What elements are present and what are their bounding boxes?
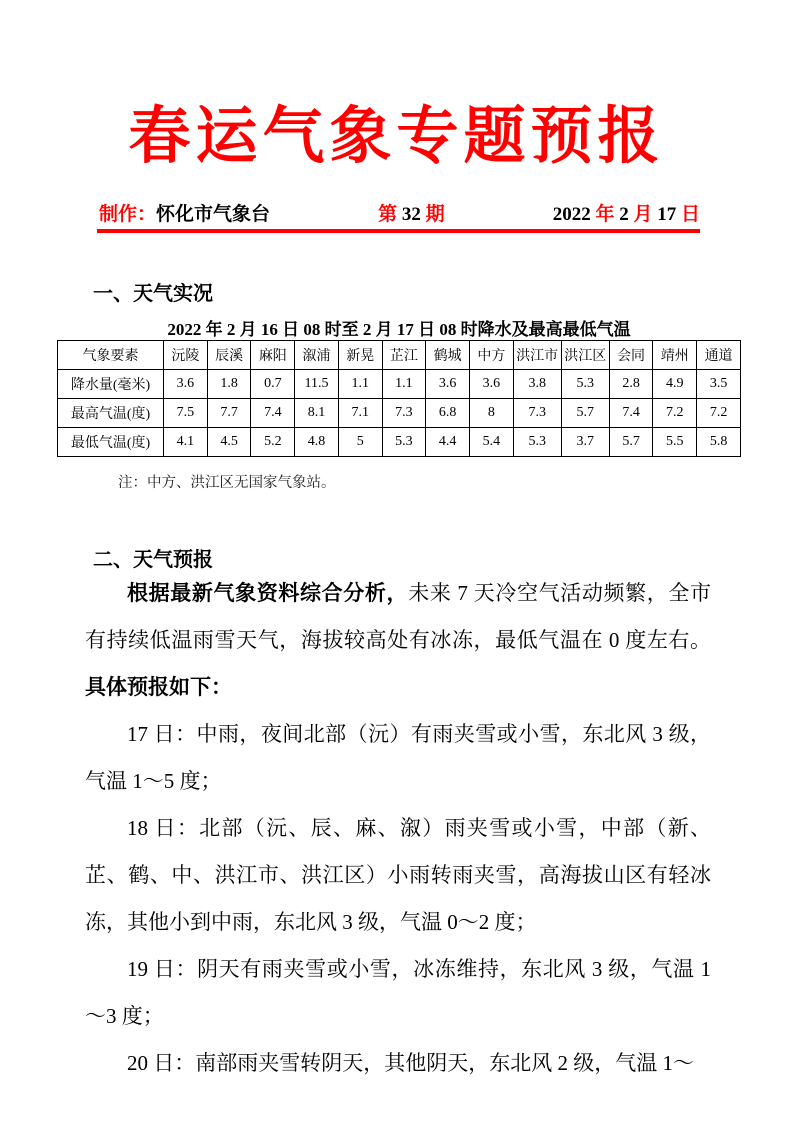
section-heading-forecast: 二、天气预报	[93, 549, 213, 571]
table-cell: 7.7	[207, 399, 251, 428]
table-cell: 1.1	[338, 370, 382, 399]
forecast-day-17: 17 日：中雨，夜间北部（沅）有雨夹雪或小雪，东北风 3 级，气温 1～5 度；	[85, 722, 711, 793]
table-cell: 3.7	[561, 428, 609, 457]
table-cell: 4.8	[295, 428, 339, 457]
table-cell: 4.9	[653, 370, 697, 399]
forecast-intro-tail: 具体预报如下：	[85, 675, 232, 699]
date-month-unit: 月	[633, 204, 653, 225]
table-cell: 8	[469, 399, 513, 428]
forecast-day-18: 18 日：北部（沅、辰、麻、溆）雨夹雪或小雪，中部（新、芷、鹤、中、洪江市、洪江区）小雨转雨夹雪，高海拔山区有轻冰冻，其他小到中雨，东北风 3 级，气温 0～2 度；	[85, 816, 711, 934]
date-month: 2	[619, 204, 629, 225]
table-cell: 4.5	[207, 428, 251, 457]
table-header-cell: 鹤城	[426, 341, 470, 370]
table-cell: 3.6	[426, 370, 470, 399]
row-label: 最低气温(度)	[58, 428, 164, 457]
table-cell: 3.5	[697, 370, 741, 399]
table-header-cell: 靖州	[653, 341, 697, 370]
table-cell: 5.4	[469, 428, 513, 457]
table-cell: 3.6	[469, 370, 513, 399]
table-cell: 1.1	[382, 370, 426, 399]
table-cell: 7.4	[251, 399, 295, 428]
table-header-cell: 通道	[697, 341, 741, 370]
weather-observation-table	[57, 340, 741, 457]
table-cell: 5.3	[561, 370, 609, 399]
issue-date	[553, 199, 700, 226]
table-cell: 3.8	[513, 370, 561, 399]
table-cell: 7.3	[513, 399, 561, 428]
issue-prefix: 第	[378, 204, 398, 225]
forecast-day-19: 19 日：阴天有雨夹雪或小雪，冰冻维持，东北风 3 级，气温 1～3 度；	[85, 957, 711, 1028]
table-row-min-temp	[58, 428, 741, 457]
table-cell: 7.3	[382, 399, 426, 428]
table-header-cell: 新晃	[338, 341, 382, 370]
row-label: 最高气温(度)	[58, 399, 164, 428]
producer-name: 怀化市气象台	[156, 204, 271, 225]
date-year-unit: 年	[595, 204, 615, 225]
table-header-cell: 会同	[609, 341, 653, 370]
issue-suffix: 期	[425, 204, 445, 225]
masthead	[99, 199, 700, 226]
table-cell: 7.2	[697, 399, 741, 428]
table-cell: 3.6	[164, 370, 208, 399]
producer-label: 制作：	[99, 204, 157, 225]
table-header-cell: 洪江区	[561, 341, 609, 370]
table-header-cell: 麻阳	[251, 341, 295, 370]
table-cell: 5.3	[513, 428, 561, 457]
forecast-intro-body: 未来 7 天冷空气活动频繁，全市有持续低温雨雪天气，海拔较高处有冰冻，最低气温在 0 度左右。	[85, 581, 712, 652]
table-cell: 1.8	[207, 370, 251, 399]
table-header-row	[58, 341, 741, 370]
table-cell: 5.7	[609, 428, 653, 457]
document-title: 春运气象专题预报	[128, 103, 665, 171]
table-row-max-temp	[58, 399, 741, 428]
table-header-cell: 洪江市	[513, 341, 561, 370]
masthead-divider	[97, 229, 700, 233]
table-cell: 0.7	[251, 370, 295, 399]
table-header-cell: 气象要素	[58, 341, 164, 370]
table-cell: 5	[338, 428, 382, 457]
forecast-intro-paragraph	[85, 570, 711, 711]
table-cell: 5.5	[653, 428, 697, 457]
row-label: 降水量(毫米)	[58, 370, 164, 399]
table-cell: 5.3	[382, 428, 426, 457]
table-header-cell: 中方	[469, 341, 513, 370]
table-cell: 7.4	[609, 399, 653, 428]
forecast-body	[85, 570, 711, 1087]
table-cell: 11.5	[295, 370, 339, 399]
table-header-cell: 溆浦	[295, 341, 339, 370]
table-cell: 7.1	[338, 399, 382, 428]
table-row-precipitation	[58, 370, 741, 399]
date-year: 2022	[552, 204, 591, 225]
forecast-intro-lead: 根据最新气象资料综合分析，	[127, 581, 409, 605]
date-day-unit: 日	[680, 204, 700, 225]
forecast-day-20: 20 日：南部雨夹雪转阴天，其他阴天，东北风 2 级，气温 1～	[127, 1051, 694, 1075]
table-cell: 7.2	[653, 399, 697, 428]
table-note: 注：中方、洪江区无国家气象站。	[118, 475, 336, 491]
table-cell: 5.7	[561, 399, 609, 428]
producer-info	[99, 199, 270, 226]
table-header-cell: 芷江	[382, 341, 426, 370]
table-header-cell: 沅陵	[164, 341, 208, 370]
table-cell: 4.4	[426, 428, 470, 457]
table-cell: 8.1	[295, 399, 339, 428]
section-heading-actual-weather: 一、天气实况	[93, 283, 213, 305]
table-cell: 4.1	[164, 428, 208, 457]
table-cell: 2.8	[609, 370, 653, 399]
table-header-cell: 辰溪	[207, 341, 251, 370]
date-day: 17	[657, 204, 677, 225]
table-cell: 5.8	[697, 428, 741, 457]
table-cell: 5.2	[251, 428, 295, 457]
table-cell: 6.8	[426, 399, 470, 428]
table-cell: 7.5	[164, 399, 208, 428]
issue-number: 32	[401, 204, 421, 225]
table-title: 2022 年 2 月 16 日 08 时至 2 月 17 日 08 时降水及最高最低气温	[167, 320, 631, 339]
issue-info	[378, 199, 445, 226]
